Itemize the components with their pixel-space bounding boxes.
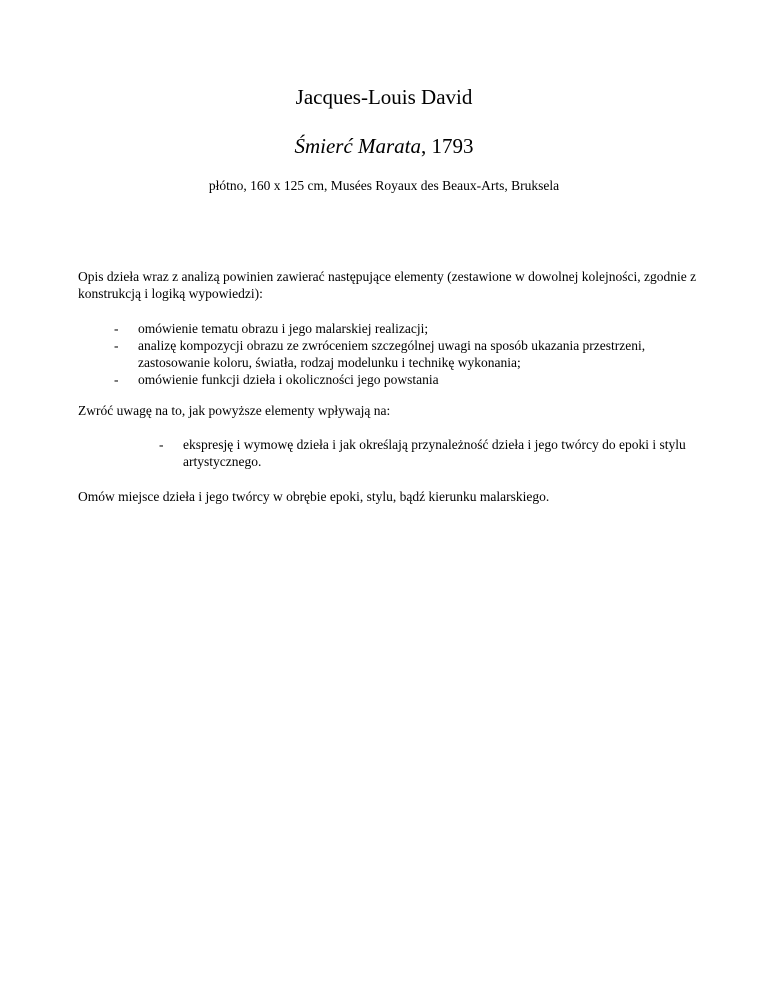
list-dash: -: [114, 372, 119, 387]
list-item-text: omówienie funkcji dzieła i okoliczności jego powstania: [138, 372, 439, 387]
list-item: [78, 436, 698, 470]
artwork-title-line: [0, 133, 768, 159]
artwork-details: płótno, 160 x 125 cm, Musées Royaux des Beaux-Arts, Bruksela: [208, 178, 560, 193]
author-name: Jacques-Louis David: [295, 85, 473, 109]
intro-paragraph: Opis dzieła wraz z analizą powinien zawierać następujące elementy (zestawione w dowolnej kolejności, zgodnie z konstrukcją i logiką wypowiedzi):: [78, 269, 697, 301]
artwork-year: , 1793: [421, 134, 474, 158]
list-item-text: analizę kompozycji obrazu ze zwróceniem szczególnej uwagi na sposób ukazania przestrzeni, zastosowanie koloru, światła, rodzaj modelunku i technikę wykonania;: [138, 338, 646, 370]
list-item-text: omówienie tematu obrazu i jego malarskiej realizacji;: [138, 321, 429, 336]
list-item: [78, 320, 698, 337]
requirements-list: [78, 320, 698, 388]
list-item-text: ekspresję i wymowę dzieła i jak określają przynależność dzieła i jego twórcy do epoki i stylu artystycznego.: [183, 437, 686, 469]
list-dash: -: [159, 437, 164, 452]
list-dash: -: [114, 321, 119, 336]
list-dash: -: [114, 338, 119, 353]
influence-list: [78, 436, 698, 470]
influence-paragraph: Zwróć uwagę na to, jak powyższe elementy wpływają na:: [78, 403, 391, 418]
list-item: [78, 337, 698, 371]
list-item: [78, 371, 698, 388]
artwork-title: Śmierć Marata: [294, 134, 422, 158]
closing-paragraph: Omów miejsce dzieła i jego twórcy w obrębie epoki, stylu, bądź kierunku malarskiego.: [78, 489, 550, 504]
